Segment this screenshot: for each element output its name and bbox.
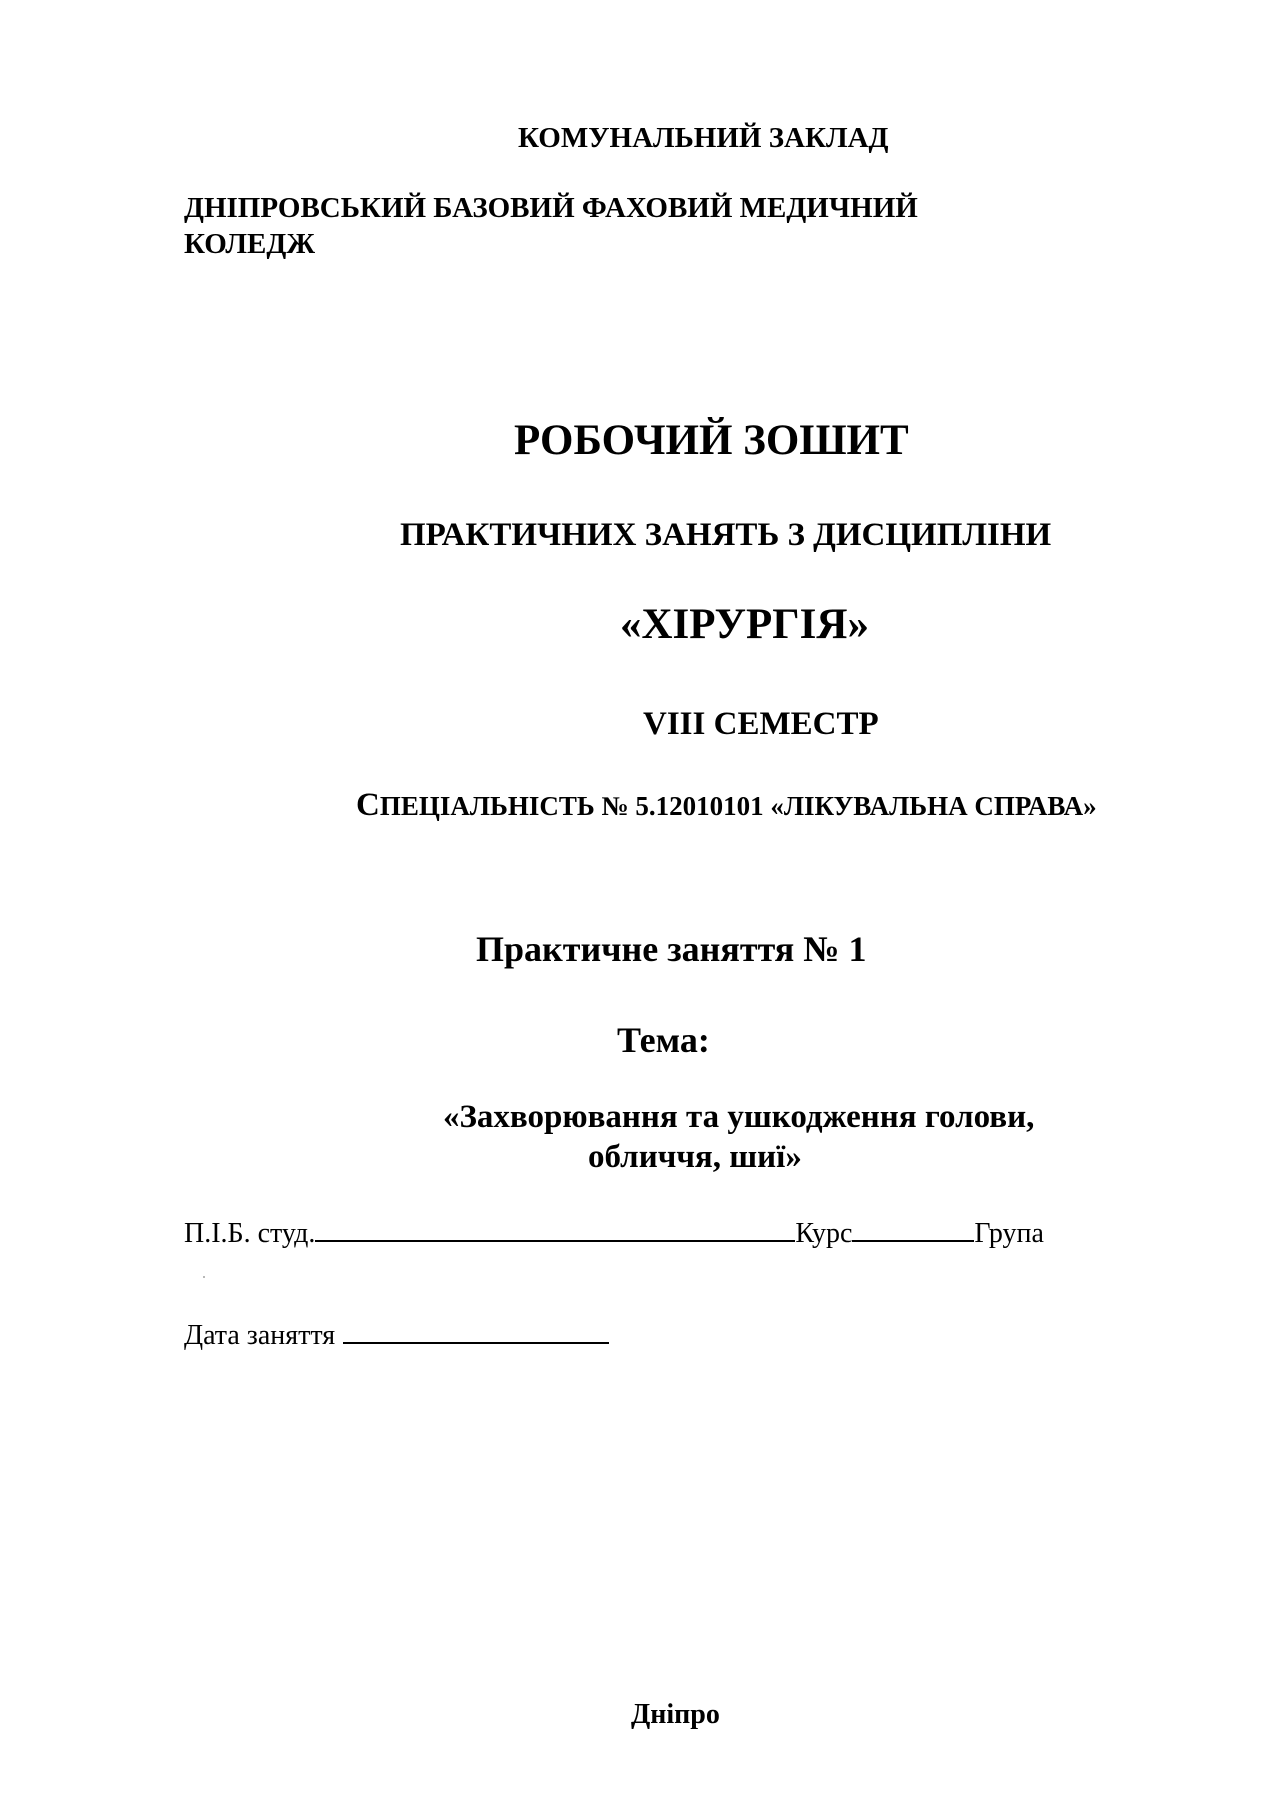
topic-line2: обличчя, шиї» — [588, 1139, 802, 1175]
course-label: Курс — [795, 1218, 853, 1249]
scan-speck — [203, 1276, 205, 1278]
lesson-title: Практичне заняття № 1 — [476, 929, 867, 969]
date-field[interactable] — [343, 1316, 609, 1344]
city: Дніпро — [631, 1699, 720, 1730]
date-row — [184, 1316, 609, 1350]
student-info-row — [184, 1214, 1044, 1248]
specialty-text: ПЕЦІАЛЬНІСТЬ № 5.12010101 «ЛІКУВАЛЬНА СПРАВА» — [379, 791, 1097, 821]
group-label: Група — [974, 1218, 1044, 1249]
topic-label: Тема: — [617, 1020, 710, 1060]
student-name-field[interactable] — [315, 1214, 795, 1242]
specialty-initial: С — [356, 787, 380, 823]
institution-type: КОМУНАЛЬНИЙ ЗАКЛАД — [518, 122, 889, 154]
institution-name-line1: ДНІПРОВСЬКИЙ БАЗОВИЙ ФАХОВИЙ МЕДИЧНИЙ — [184, 192, 918, 224]
workbook-title: РОБОЧИЙ ЗОШИТ — [514, 417, 909, 464]
workbook-subtitle: ПРАКТИЧНИХ ЗАНЯТЬ З ДИСЦИПЛІНИ — [400, 517, 1052, 553]
date-label: Дата заняття — [184, 1320, 336, 1351]
course-field[interactable] — [852, 1214, 974, 1242]
specialty — [356, 789, 1097, 822]
semester: VIII СЕМЕСТР — [643, 706, 879, 742]
student-name-label: П.І.Б. студ. — [184, 1218, 316, 1249]
topic-line1: «Захворювання та ушкодження голови, — [443, 1099, 1035, 1135]
institution-name-line2: КОЛЕДЖ — [184, 228, 315, 260]
discipline-name: «ХІРУРГІЯ» — [620, 601, 869, 648]
